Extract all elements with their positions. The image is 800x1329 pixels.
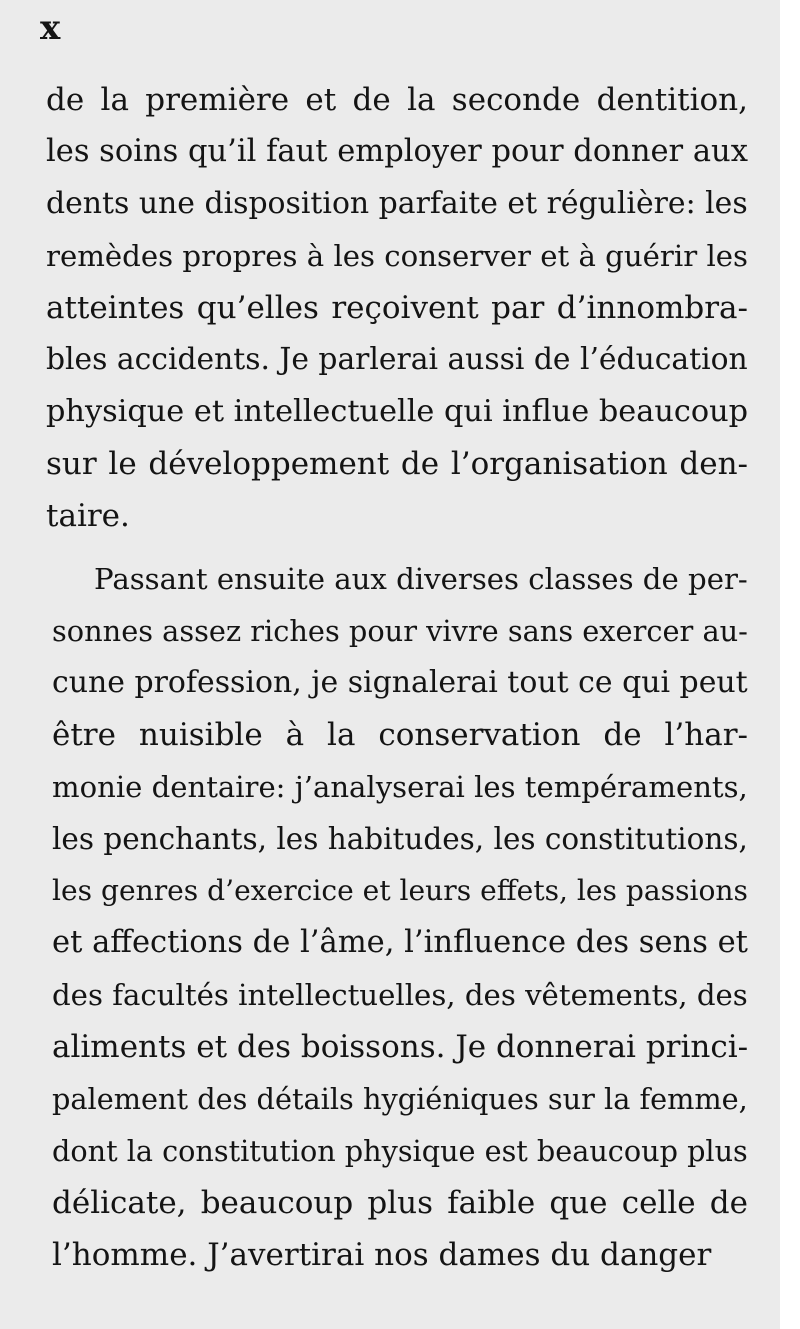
text-line: cune profession, je signalerai tout ce qui peut <box>52 665 748 700</box>
page-edge <box>780 0 790 1329</box>
text-line: être nuisible à la conservation de l’har- <box>52 717 748 753</box>
text-line: monie dentaire: j’analyserai les tempéraments, <box>52 770 748 804</box>
text-line: des facultés intellectuelles, des vêtements, des <box>52 978 748 1012</box>
text-line: l’homme. J’avertirai nos dames du danger <box>52 1237 712 1273</box>
page-number: x <box>40 8 61 48</box>
text-line: les soins qu’il faut employer pour donner aux <box>46 134 748 169</box>
text-line: délicate, beaucoup plus faible que celle de <box>52 1185 748 1221</box>
text-line: les genres d’exercice et leurs effets, les passions <box>52 874 748 907</box>
text-line: physique et intellectuelle qui influe beaucoup <box>46 394 749 429</box>
text-line: sur le développement de l’organisation den- <box>46 446 749 482</box>
text-line: palement des détails hygiéniques sur la femme, <box>52 1082 748 1116</box>
text-line: de la première et de la seconde dentition, <box>46 82 748 118</box>
text-line: et affections de l’âme, l’influence des sens et <box>52 925 748 960</box>
text-line: bles accidents. Je parlerai aussi de l’éducation <box>46 342 748 377</box>
text-line: dont la constitution physique est beaucoup plus <box>52 1134 748 1168</box>
text-line: remèdes propres à les conserver et à guérir les <box>46 239 749 273</box>
text-line: Passant ensuite aux diverses classes de per- <box>94 562 748 596</box>
text-line: taire. <box>46 498 130 534</box>
text-line: aliments et des boissons. Je donnerai princi- <box>52 1029 749 1065</box>
text-line: atteintes qu’elles reçoivent par d’innombra- <box>46 290 748 326</box>
text-line: les penchants, les habitudes, les constitutions, <box>52 822 748 856</box>
text-line: dents une disposition parfaite et régulière: les <box>46 186 748 221</box>
text-line: sonnes assez riches pour vivre sans exercer au- <box>52 614 748 648</box>
